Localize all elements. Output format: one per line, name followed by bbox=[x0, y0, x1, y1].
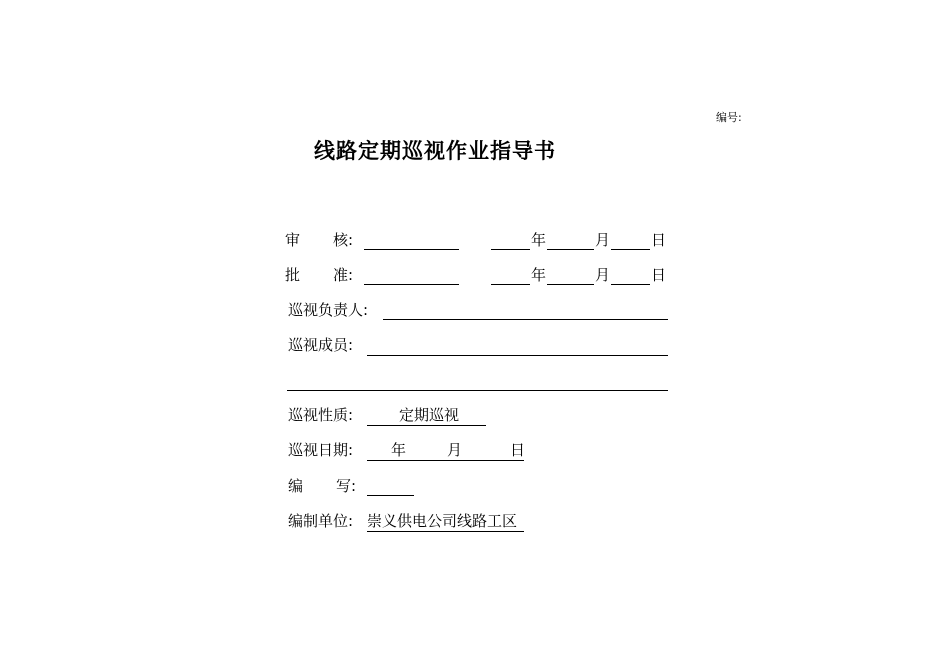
writer-line[interactable] bbox=[367, 495, 414, 496]
nature-label: 巡视性质: bbox=[288, 406, 354, 424]
approve-month-label: 月 bbox=[595, 266, 611, 284]
review-day-label: 日 bbox=[651, 231, 667, 249]
review-month-line[interactable] bbox=[547, 249, 594, 250]
unit-line bbox=[367, 531, 524, 532]
writer-label-char1: 编 bbox=[288, 477, 304, 495]
review-label-char1: 审 bbox=[285, 231, 301, 249]
page-title: 线路定期巡视作业指导书 bbox=[314, 139, 556, 163]
members-label: 巡视成员: bbox=[288, 336, 354, 354]
approve-year-label: 年 bbox=[531, 266, 547, 284]
leader-label: 巡视负责人: bbox=[288, 301, 369, 319]
unit-label: 编制单位: bbox=[288, 512, 354, 530]
review-year-line[interactable] bbox=[491, 249, 530, 250]
approve-year-line[interactable] bbox=[491, 284, 530, 285]
date-line[interactable] bbox=[367, 460, 524, 461]
members-line-extra[interactable] bbox=[287, 390, 668, 391]
doc-number-label: 编号: bbox=[716, 111, 742, 124]
date-label: 巡视日期: bbox=[288, 441, 354, 459]
approve-month-line[interactable] bbox=[547, 284, 594, 285]
approve-label-char2: 准: bbox=[333, 266, 354, 284]
approve-label-char1: 批 bbox=[285, 266, 301, 284]
review-month-label: 月 bbox=[595, 231, 611, 249]
review-day-line[interactable] bbox=[611, 249, 650, 250]
date-month-label: 月 bbox=[447, 441, 463, 459]
approve-signature-line[interactable] bbox=[364, 284, 459, 285]
nature-line[interactable] bbox=[367, 425, 486, 426]
review-label-char2: 核: bbox=[333, 231, 354, 249]
date-year-label: 年 bbox=[391, 441, 407, 459]
members-line[interactable] bbox=[367, 355, 668, 356]
review-year-label: 年 bbox=[531, 231, 547, 249]
writer-label-char2: 写: bbox=[336, 477, 357, 495]
review-signature-line[interactable] bbox=[364, 249, 459, 250]
date-day-label: 日 bbox=[510, 441, 526, 459]
leader-line[interactable] bbox=[383, 319, 668, 320]
nature-value: 定期巡视 bbox=[399, 406, 460, 424]
approve-day-line[interactable] bbox=[611, 284, 650, 285]
unit-value: 崇义供电公司线路工区 bbox=[367, 512, 518, 530]
approve-day-label: 日 bbox=[651, 266, 667, 284]
